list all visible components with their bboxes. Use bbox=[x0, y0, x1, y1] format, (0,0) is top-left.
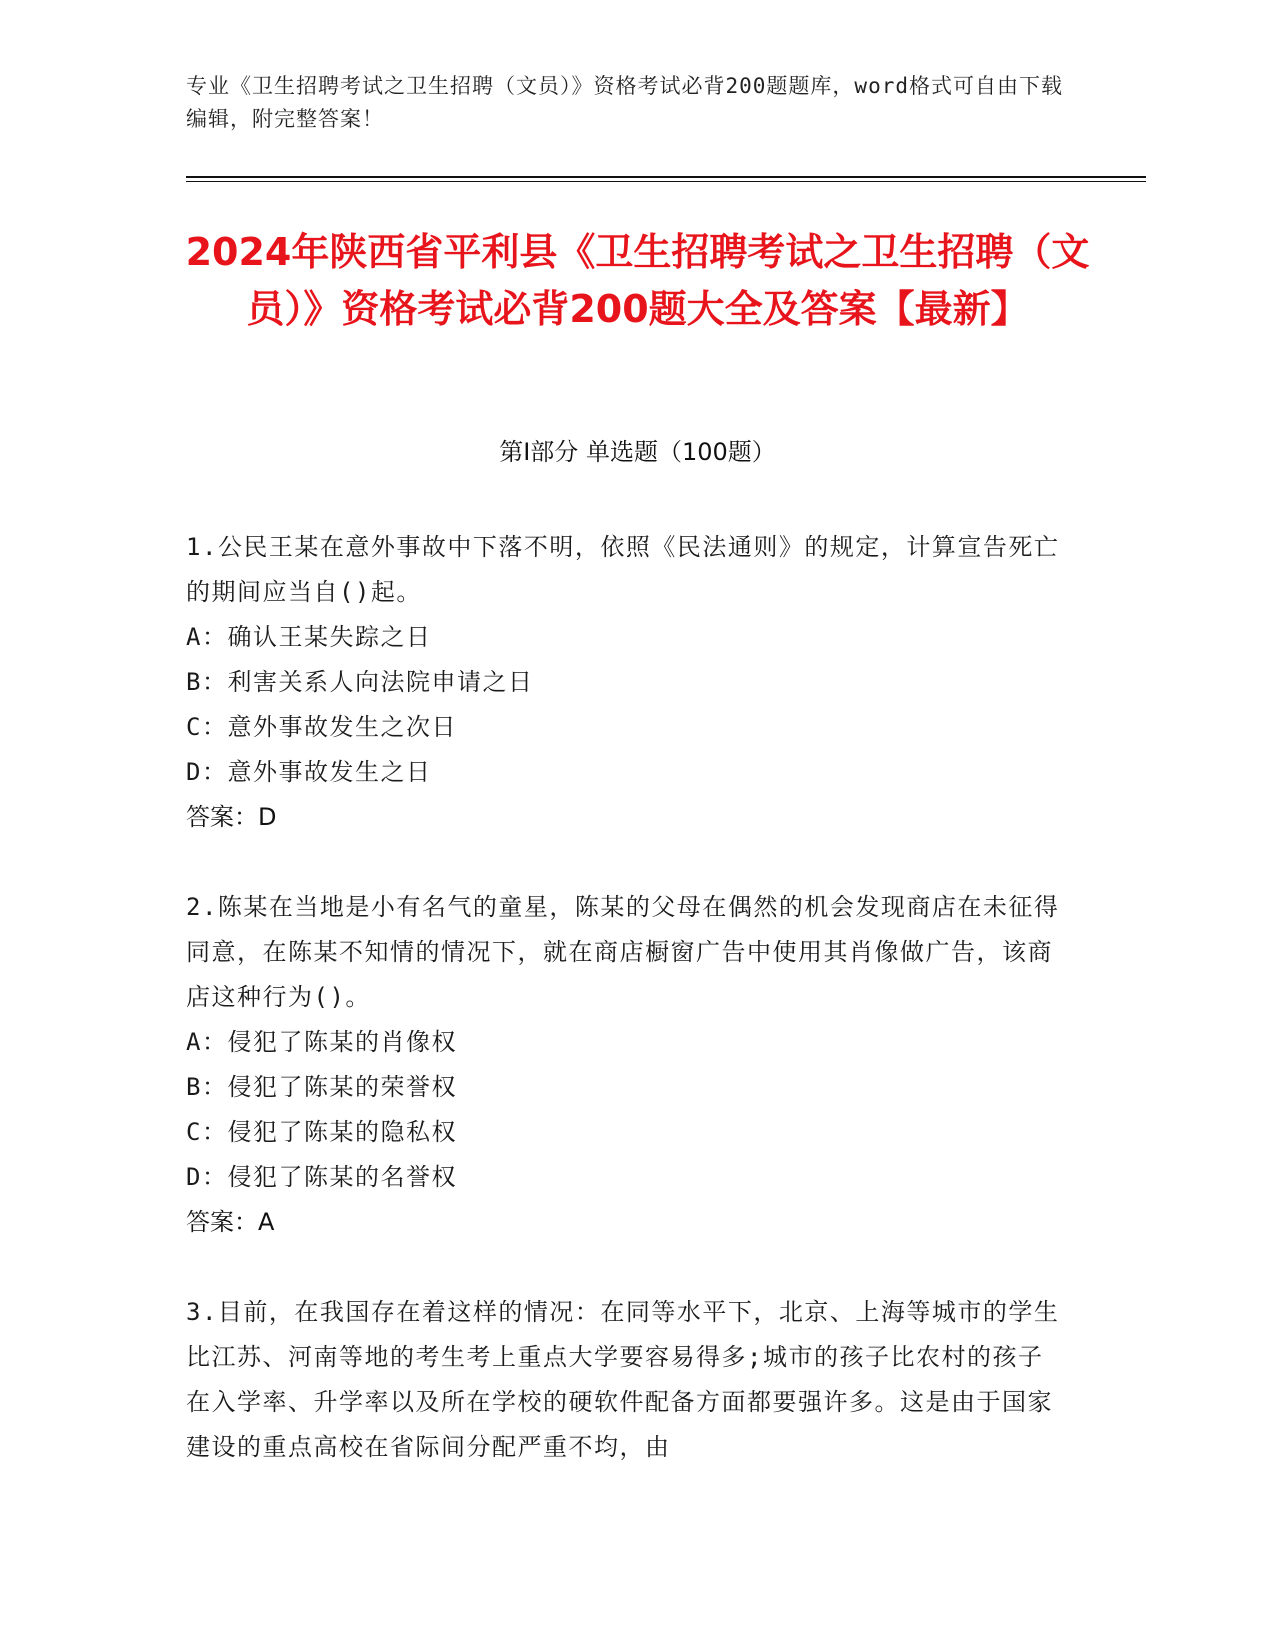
option-b: B：利害关系人向法院申请之日 bbox=[186, 668, 534, 696]
option-d: D：侵犯了陈某的名誉权 bbox=[186, 1163, 457, 1191]
option-b: B：侵犯了陈某的荣誉权 bbox=[186, 1073, 457, 1101]
document-title: 2024年陕西省平利县《卫生招聘考试之卫生招聘（文员）》资格考试必背200题大全及答案【最新】 bbox=[185, 230, 1090, 331]
header-note: 专业《卫生招聘考试之卫生招聘（文员）》资格考试必背200题题库，word格式可自由下载编辑，附完整答案！ bbox=[186, 74, 1063, 131]
option-c: C：侵犯了陈某的隐私权 bbox=[186, 1118, 457, 1146]
question-stem: 3.目前，在我国存在着这样的情况：在同等水平下，北京、上海等城市的学生比江苏、河南等地的考生考上重点大学要容易得多;城市的孩子比农村的孩子在入学率、升学率以及所在学校的硬软件配备方面都要强许多。这是由于国家建设的重点高校在省际间分配严重不均，由 bbox=[186, 1298, 1060, 1461]
option-d: D：意外事故发生之日 bbox=[186, 758, 432, 786]
header-divider-thick bbox=[186, 176, 1146, 178]
option-a: A：确认王某失踪之日 bbox=[186, 623, 432, 651]
section-heading: 第I部分 单选题（100题） bbox=[499, 438, 776, 466]
answer: 答案：A bbox=[186, 1208, 275, 1236]
question-1 bbox=[186, 525, 1066, 840]
question-stem: 2.陈某在当地是小有名气的童星，陈某的父母在偶然的机会发现商店在未征得同意，在陈某不知情的情况下，就在商店橱窗广告中使用其肖像做广告，该商店这种行为()。 bbox=[186, 893, 1060, 1011]
question-stem: 1.公民王某在意外事故中下落不明，依照《民法通则》的规定，计算宣告死亡的期间应当自()起。 bbox=[186, 533, 1060, 606]
question-3 bbox=[186, 1290, 1066, 1470]
option-c: C：意外事故发生之次日 bbox=[186, 713, 457, 741]
question-2 bbox=[186, 885, 1066, 1245]
option-a: A：侵犯了陈某的肖像权 bbox=[186, 1028, 457, 1056]
answer: 答案：D bbox=[186, 803, 277, 831]
header-divider-thin bbox=[186, 181, 1146, 182]
